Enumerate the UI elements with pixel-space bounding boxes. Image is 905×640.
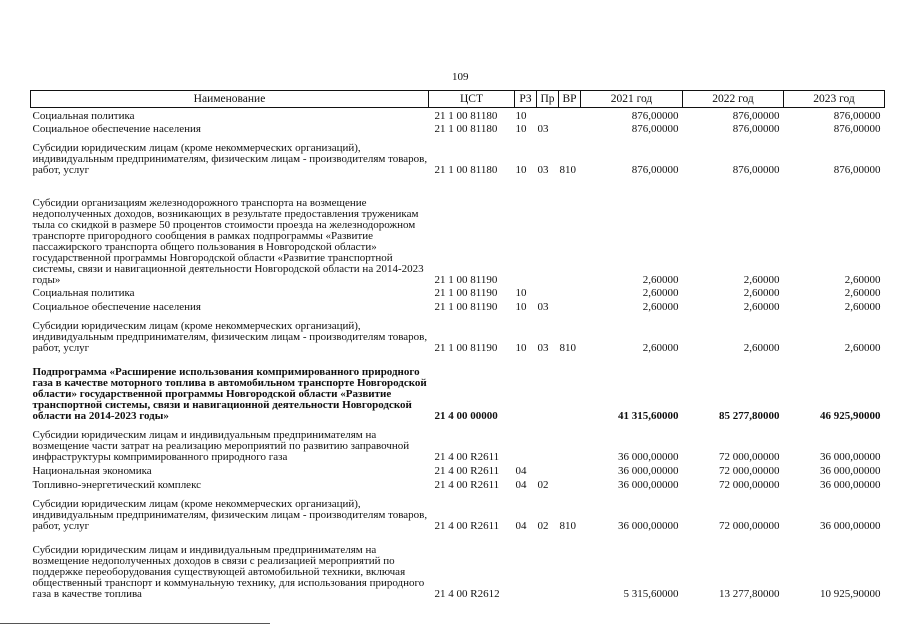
cell-rz xyxy=(515,422,537,463)
cell-y2023: 10 925,90000 xyxy=(820,588,881,600)
cell-name: Подпрограмма «Расширение использования компримированного природного газа в качестве моторного топлива в автомобильном транспорте Новгородской области» государственной программы Новгородской области «Развитие транспортной системы, связи и навигационной деятельности Новгородской области на 2014-2023 годы» xyxy=(32,366,427,423)
table-row xyxy=(31,532,885,600)
cell-y2023: 36 000,00000 xyxy=(820,519,881,532)
cell-y2023: 2,60000 xyxy=(844,301,881,314)
cell-rz: 10 xyxy=(515,164,527,177)
cell-cst: 21 1 00 81180 xyxy=(434,123,498,136)
cell-y2022: 876,00000 xyxy=(732,164,780,177)
table-row xyxy=(31,422,885,463)
cell-y2022: 72 000,00000 xyxy=(719,451,780,464)
cell-y2021: 876,00000 xyxy=(631,109,679,122)
table-row xyxy=(31,108,885,122)
cell-y2022: 72 000,00000 xyxy=(719,478,780,491)
cell-cst: 21 1 00 81190 xyxy=(434,273,498,286)
cell-cst: 21 1 00 81190 xyxy=(434,287,498,300)
cell-y2021: 36 000,00000 xyxy=(618,451,679,464)
cell-pr xyxy=(537,532,559,600)
cell-cst: 21 1 00 81190 xyxy=(434,301,498,314)
table-row xyxy=(31,477,885,491)
cell-y2023: 36 000,00000 xyxy=(820,451,881,464)
cell-rz: 10 xyxy=(515,123,527,136)
cell-y2021: 2,60000 xyxy=(642,342,679,355)
cell-name: Социальная политика xyxy=(32,109,135,122)
header-rz: РЗ xyxy=(515,91,537,108)
cell-rz: 04 xyxy=(515,478,527,491)
cell-cst: 21 4 00 R2611 xyxy=(434,464,500,477)
table-row xyxy=(31,286,885,300)
cell-y2021: 2,60000 xyxy=(642,273,679,286)
cell-y2023: 2,60000 xyxy=(844,273,881,286)
cell-pr xyxy=(537,463,559,477)
cell-name: Национальная экономика xyxy=(32,464,152,477)
table-row xyxy=(31,299,885,313)
cell-vr xyxy=(559,422,581,463)
cell-y2021: 876,00000 xyxy=(631,164,679,177)
cell-y2021: 36 000,00000 xyxy=(618,519,679,532)
cell-pr xyxy=(537,354,559,422)
cell-cst: 21 4 00 00000 xyxy=(434,410,498,423)
cell-y2021: 5 315,60000 xyxy=(623,588,679,600)
footer-rule xyxy=(0,623,270,624)
cell-name: Субсидии юридическим лицам (кроме некоммерческих организаций), индивидуальным предпринимателям, физическим лицам - производителям товаров, работ, услуг xyxy=(32,497,428,532)
cell-y2023: 876,00000 xyxy=(833,164,881,177)
cell-vr: 810 xyxy=(559,342,576,355)
cell-pr: 03 xyxy=(537,123,549,136)
cell-name: Социальное обеспечение населения xyxy=(32,301,201,314)
cell-vr: 810 xyxy=(559,164,576,177)
cell-cst: 21 4 00 R2611 xyxy=(434,451,500,464)
cell-rz xyxy=(515,532,537,600)
cell-y2022: 72 000,00000 xyxy=(719,464,780,477)
cell-y2022: 13 277,80000 xyxy=(719,588,780,600)
cell-vr xyxy=(559,176,581,285)
cell-name: Топливно-энергетический комплекс xyxy=(32,478,202,491)
cell-pr xyxy=(537,176,559,285)
cell-y2021: 41 315,60000 xyxy=(618,410,679,423)
cell-vr xyxy=(559,108,581,122)
cell-y2023: 36 000,00000 xyxy=(820,464,881,477)
cell-y2022: 2,60000 xyxy=(743,301,780,314)
cell-vr xyxy=(559,286,581,300)
cell-y2023: 2,60000 xyxy=(844,287,881,300)
page-number: 109 xyxy=(452,71,469,83)
cell-vr xyxy=(559,122,581,136)
cell-rz: 10 xyxy=(515,287,527,300)
cell-name: Социальное обеспечение населения xyxy=(32,123,201,136)
cell-vr: 810 xyxy=(559,519,576,532)
cell-rz xyxy=(515,354,537,422)
cell-vr xyxy=(559,354,581,422)
cell-y2021: 2,60000 xyxy=(642,301,679,314)
cell-rz: 10 xyxy=(515,301,527,314)
cell-cst: 21 4 00 R2612 xyxy=(434,588,500,600)
cell-cst: 21 4 00 R2611 xyxy=(434,478,500,491)
cell-pr xyxy=(537,422,559,463)
cell-y2022: 876,00000 xyxy=(732,123,780,136)
header-2023: 2023 год xyxy=(784,91,885,108)
table-row xyxy=(31,122,885,136)
cell-y2021: 876,00000 xyxy=(631,123,679,136)
cell-y2022: 2,60000 xyxy=(743,342,780,355)
cell-cst: 21 1 00 81180 xyxy=(434,164,498,177)
cell-y2022: 2,60000 xyxy=(743,287,780,300)
cell-rz xyxy=(515,176,537,285)
header-2021: 2021 год xyxy=(581,91,683,108)
cell-rz: 04 xyxy=(515,519,527,532)
cell-vr xyxy=(559,477,581,491)
cell-vr xyxy=(559,532,581,600)
cell-y2022: 876,00000 xyxy=(732,109,780,122)
cell-rz: 10 xyxy=(515,342,527,355)
header-vr: ВР xyxy=(559,91,581,108)
cell-name: Социальная политика xyxy=(32,287,135,300)
table-row xyxy=(31,463,885,477)
cell-y2023: 36 000,00000 xyxy=(820,478,881,491)
cell-y2023: 876,00000 xyxy=(833,109,881,122)
cell-pr: 02 xyxy=(537,478,549,491)
table-row xyxy=(31,176,885,285)
cell-pr xyxy=(537,108,559,122)
cell-cst: 21 1 00 81190 xyxy=(434,342,498,355)
cell-y2022: 85 277,80000 xyxy=(719,410,780,423)
cell-y2023: 46 925,90000 xyxy=(820,410,881,423)
table-row xyxy=(31,491,885,532)
header-2022: 2022 год xyxy=(683,91,784,108)
cell-pr: 02 xyxy=(537,519,549,532)
cell-pr: 03 xyxy=(537,164,549,177)
cell-cst: 21 1 00 81180 xyxy=(434,109,498,122)
cell-y2023: 876,00000 xyxy=(833,123,881,136)
cell-y2022: 72 000,00000 xyxy=(719,519,780,532)
cell-vr xyxy=(559,463,581,477)
cell-pr: 03 xyxy=(537,342,549,355)
budget-table xyxy=(30,90,885,600)
table-row xyxy=(31,135,885,176)
cell-pr xyxy=(537,286,559,300)
header-cst: ЦСТ xyxy=(429,91,515,108)
cell-rz: 04 xyxy=(515,464,527,477)
table-row xyxy=(31,313,885,354)
table-header xyxy=(31,91,885,108)
cell-rz: 10 xyxy=(515,109,527,122)
table-row xyxy=(31,354,885,422)
cell-y2023: 2,60000 xyxy=(844,342,881,355)
cell-y2022: 2,60000 xyxy=(743,273,780,286)
cell-pr: 03 xyxy=(537,301,549,314)
header-name: Наименование xyxy=(31,91,429,108)
cell-y2021: 36 000,00000 xyxy=(618,464,679,477)
cell-name: Субсидии юридическим лицам (кроме некоммерческих организаций), индивидуальным предпринимателям, физическим лицам - производителям товаров, работ, услуг xyxy=(32,142,428,177)
cell-y2021: 2,60000 xyxy=(642,287,679,300)
cell-name: Субсидии юридическим лицам и индивидуальным предпринимателям на возмещение части затрат на реализацию мероприятий по развитию заправочной инфраструктуры компримированного природного газа xyxy=(32,429,410,464)
cell-cst: 21 4 00 R2611 xyxy=(434,519,500,532)
cell-vr xyxy=(559,299,581,313)
cell-y2021: 36 000,00000 xyxy=(618,478,679,491)
cell-name: Субсидии юридическим лицам и индивидуальным предпринимателям на возмещение недополученных доходов в связи с реализацией мероприятий по поддержке переоборудования существующей автомобильной техники, включая общественный транспорт и коммунальную технику, для использования природного газа в качестве топлива xyxy=(32,544,425,600)
header-pr: Пр xyxy=(537,91,559,108)
cell-name: Субсидии юридическим лицам (кроме некоммерческих организаций), индивидуальным предпринимателям, физическим лицам - производителям товаров, работ, услуг xyxy=(32,320,428,355)
cell-name: Субсидии организациям железнодорожного транспорта на возмещение недополученных доходов, возникающих в результате предоставления труженикам тыла со скидкой в размере 50 процентов стоимости проезда на железнодорожном транспорте пригородного сообщения в рамках подпрограммы «Развитие пассажирского транспорта общего пользования в Новгородской области» государственной программы Новгородской области «Развитие транспортной системы, связи и навигационной деятельности Новгородской области на 2014-2023 годы» xyxy=(32,196,424,286)
